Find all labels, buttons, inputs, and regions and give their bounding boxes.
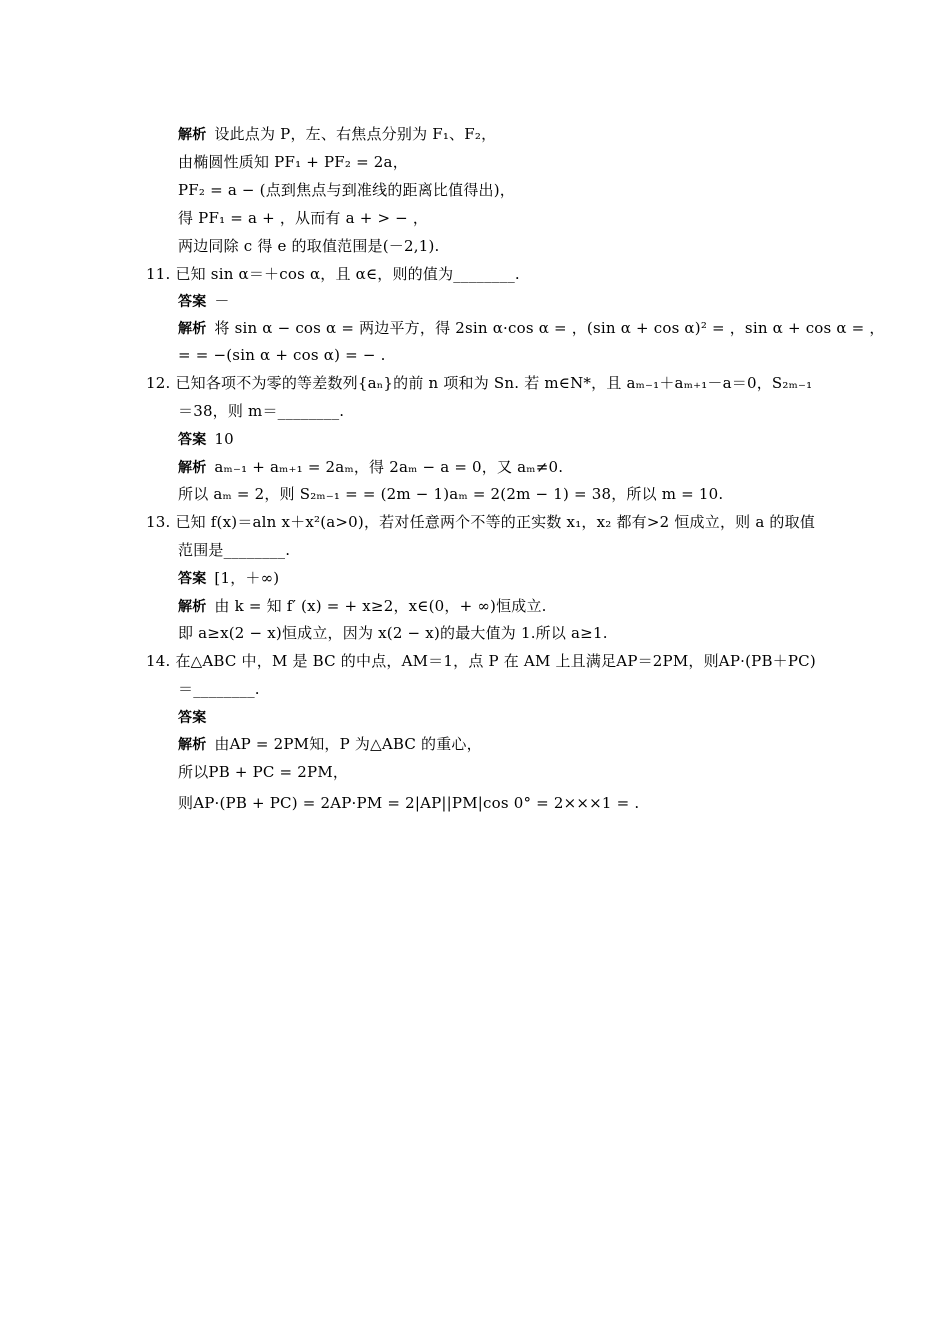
p10-analysis-line-2: 由椭圆性质知 PF₁ + PF₂ = 2a，	[178, 153, 408, 171]
p14-analysis-line-2: 所以PB + PC = 2PM，	[178, 763, 349, 781]
p11-answer	[178, 291, 230, 312]
p14-answer	[178, 707, 214, 728]
p13-question-line-2: 范围是________.	[178, 541, 291, 559]
answer-label: 答案	[178, 710, 207, 726]
p13-question-line-1	[146, 512, 815, 532]
p10-analysis-line-4: 得 PF₁ = a + ，从而有 a + > − ，	[178, 209, 429, 227]
answer-label: 答案	[178, 432, 207, 448]
p10-analysis-line-1	[178, 124, 496, 145]
p14-question-text-1: 在△ABC 中，M 是 BC 的中点，AM＝1，点 P 在 AM 上且满足AP＝2PM，则AP·(PB＋PC)	[175, 652, 816, 670]
p11-analysis-line-2: = = −(sin α + cos α) = − .	[178, 346, 386, 364]
p13-analysis-line-2: 即 a≥x(2 − x)恒成立，因为 x(2 − x)的最大值为 1.所以 a≥1.	[178, 624, 608, 642]
p13-answer-text: [1，＋∞)	[214, 569, 280, 587]
p13-answer	[178, 568, 279, 589]
p11-question-text: 已知 sin α＝＋cos α，且 α∈，则的值为________.	[175, 265, 520, 283]
p12-number: 12.	[146, 374, 171, 392]
p12-question-line-1	[146, 373, 812, 393]
p14-analysis-line-3: 则AP·(PB + PC) = 2AP·PM = 2|AP||PM|cos 0° = 2×××1 = .	[178, 794, 640, 812]
answer-label: 答案	[178, 294, 207, 310]
p14-question-line-2: ＝________.	[178, 680, 260, 698]
analysis-label: 解析	[178, 599, 207, 615]
p12-analysis-line-1	[178, 457, 563, 478]
answer-label: 答案	[178, 571, 207, 587]
p12-analysis-line-2: 所以 aₘ = 2，则 S₂ₘ₋₁ = = (2m − 1)aₘ = 2(2m − 1) = 38，所以 m = 10.	[178, 485, 724, 503]
p11-answer-text: －	[214, 292, 230, 310]
p10-analysis-line-3: PF₂ = a − (点到焦点与到准线的距离比值得出)，	[178, 181, 515, 199]
p13-number: 13.	[146, 513, 171, 531]
analysis-label: 解析	[178, 460, 207, 476]
p11-analysis-line-1	[178, 318, 885, 339]
analysis-label: 解析	[178, 737, 207, 753]
p12-analysis-text-1: aₘ₋₁ + aₘ₊₁ = 2aₘ，得 2aₘ − a = 0，又 aₘ≠0.	[214, 458, 564, 476]
p12-question-line-2: ＝38，则 m＝________.	[178, 402, 345, 420]
p12-question-text-1: 已知各项不为零的等差数列{aₙ}的前 n 项和为 Sn. 若 m∈N*，且 aₘ₋₁＋aₘ₊₁－a＝0，S₂ₘ₋₁	[175, 374, 813, 392]
p11-analysis-text-1: 将 sin α − cos α = 两边平方，得 2sin α·cos α = ，(sin α + cos α)² = ，sin α + cos α = ，	[214, 319, 885, 337]
analysis-label: 解析	[178, 127, 207, 143]
p14-number: 14.	[146, 652, 171, 670]
p13-analysis-line-1	[178, 596, 547, 617]
p13-question-text-1: 已知 f(x)＝aln x＋x²(a>0)，若对任意两个不等的正实数 x₁，x₂ 都有>2 恒成立，则 a 的取值	[175, 513, 816, 531]
p12-answer	[178, 429, 234, 450]
p10-analysis-line-5: 两边同除 c 得 e 的取值范围是(－2,1).	[178, 237, 440, 255]
p10-analysis-text-1: 设此点为 P，左、右焦点分别为 F₁、F₂，	[214, 125, 497, 143]
p11-question	[146, 264, 520, 284]
p12-answer-text: 10	[214, 430, 234, 448]
p14-analysis-line-1	[178, 734, 482, 755]
p13-analysis-text-1: 由 k = 知 f′ (x) = + x≥2，x∈(0，+ ∞)恒成立.	[214, 597, 547, 615]
p11-number: 11.	[146, 265, 171, 283]
p14-analysis-text-1: 由AP = 2PM知，P 为△ABC 的重心，	[214, 735, 482, 753]
analysis-label: 解析	[178, 321, 207, 337]
p14-question-line-1	[146, 651, 816, 671]
